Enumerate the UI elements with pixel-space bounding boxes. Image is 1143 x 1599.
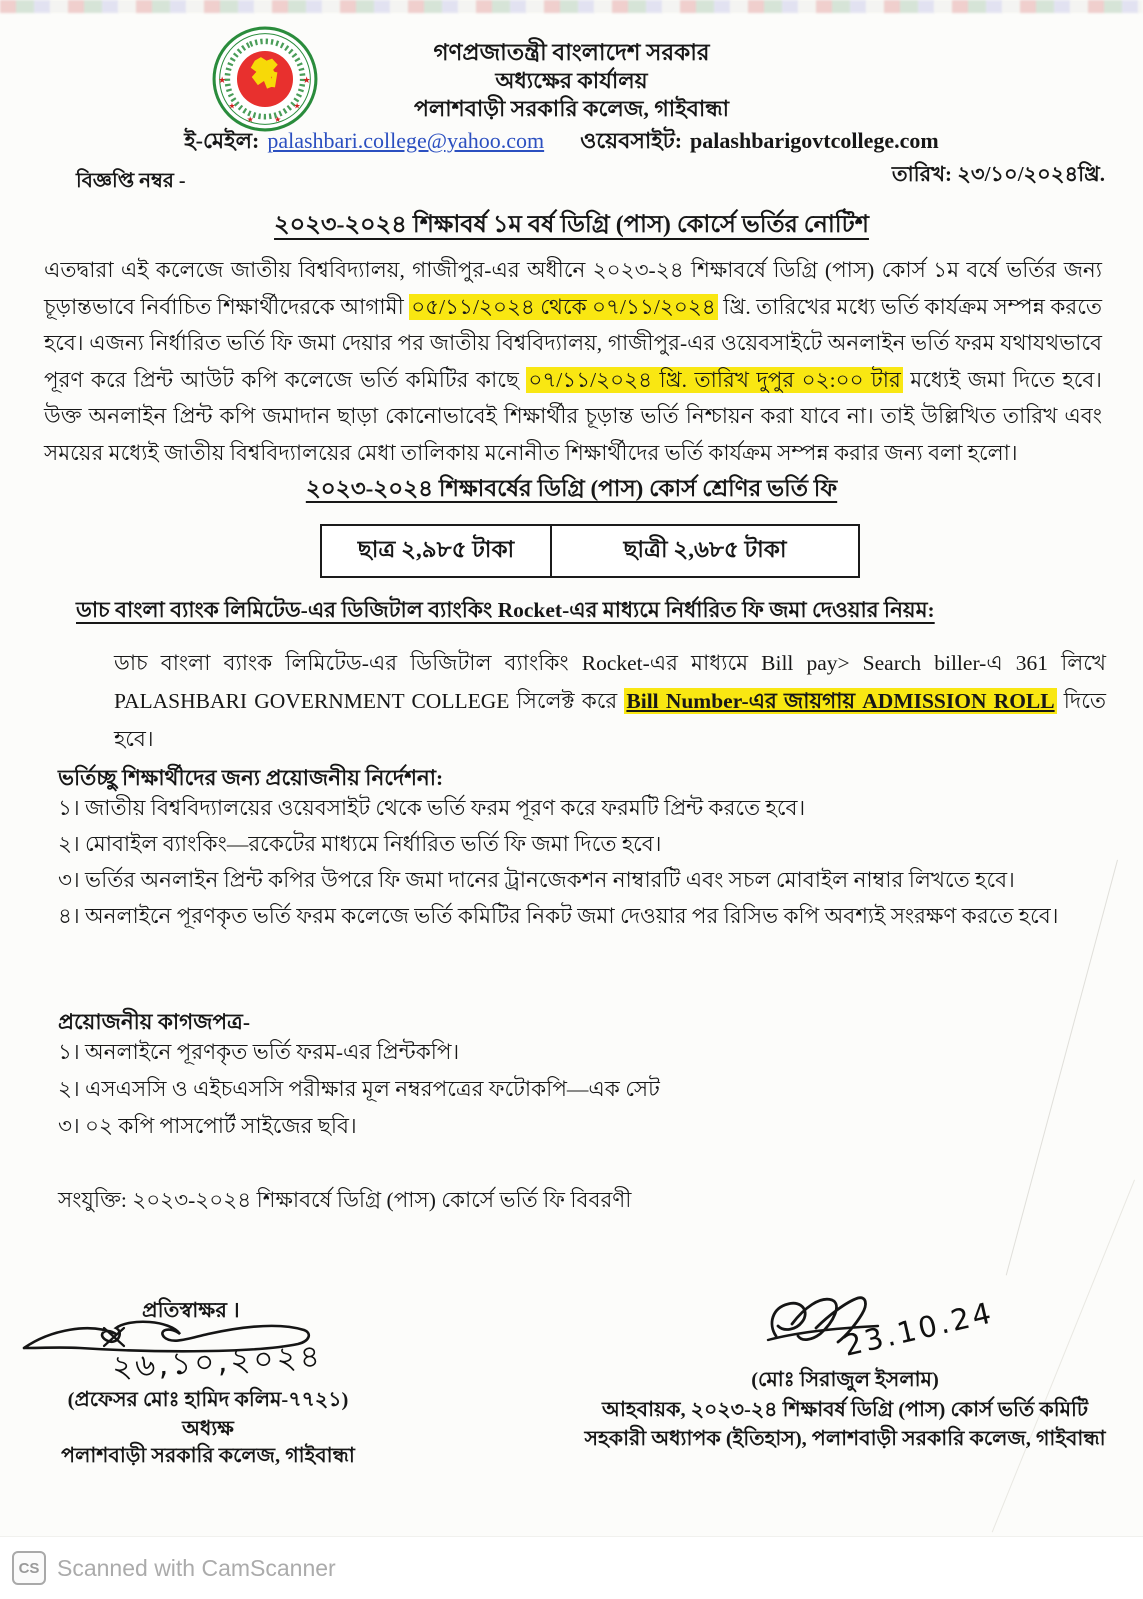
convener-name: (মোঃ সিরাজুল ইসলাম) [751, 1369, 939, 1391]
convener-handwritten-date: 23.10.24 [840, 1295, 998, 1363]
principal-name: (প্রফেসর মোঃ হামিদ কলিম-৭৭২১) [67, 1389, 349, 1411]
memo-number-label: বিজ্ঞপ্তি নম্বর - [76, 170, 186, 192]
body-segment-2: খ্রি. তারিখের মধ্যে ভর্তি কার্যক্রম সম্পন্ন করতে হবে। এজন্য নির্ধারিত ভর্তি ফি জমা দেয়ার পর জাতীয় বিশ্ববিদ্যালয়, গাজীপুর-এর ওয়েবসাইটে অনলাইন ভর্তি ফরম যথাযথভাবে পূরণ করে প্রিন্ট আউট কপি কলেজে ভর্তি কমিটির কাছে [44, 294, 1102, 392]
documents-list [58, 1040, 1108, 1151]
svg-text:★: ★ [246, 114, 254, 124]
document-item-3: ৩। ০২ কপি পাসপোর্ট সাইজের ছবি। [58, 1114, 357, 1138]
convener-title: আহবায়ক, ২০২৩-২৪ শিক্ষাবর্ষ ডিগ্রি (পাস) কোর্স ভর্তি কমিটি [601, 1399, 1088, 1421]
body-segment-1: এতদ্বারা এই কলেজে জাতীয় বিশ্ববিদ্যালয়, গাজীপুর-এর অধীনে ২০২৩-২৪ শিক্ষাবর্ষে ডিগ্রি (পাস) কোর্স ১ম বর্ষে ভর্তির জন্য চূড়ান্তভাবে নির্বাচিত শিক্ষার্থীদেরকে আগামী [44, 258, 1102, 319]
website-label: ওয়েবসাইট: [580, 128, 683, 153]
highlighted-submission-deadline: ০৭/১১/২০২৪ খ্রি. তারিখ দুপুর ০২:০০ টার [528, 367, 901, 392]
svg-text:★: ★ [274, 114, 282, 124]
notice-date: তারিখ: ২৩/১০/২০২৪খ্রি. [891, 162, 1105, 186]
letterhead-college-line: পলাশবাড়ী সরকারি কলেজ, গাইবান্ধা [413, 96, 730, 121]
letterhead-office-line: অধ্যক্ষের কার্যালয় [495, 68, 648, 93]
rocket-segment-2: দিতে হবে। [114, 689, 1106, 751]
documents-heading: প্রয়োজনীয় কাগজপত্র- [58, 1010, 250, 1034]
camscanner-icon: CS [12, 1551, 46, 1585]
fee-table [320, 524, 860, 578]
svg-text:★: ★ [302, 75, 311, 86]
fee-section-heading: ২০২৩-২০২৪ শিক্ষাবর্ষের ডিগ্রি (পাস) কোর্স শ্রেণির ভর্তি ফি [305, 476, 838, 501]
notice-title: ২০২৩-২০২৪ শিক্ষাবর্ষ ১ম বর্ষ ডিগ্রি (পাস) কোর্সে ভর্তির নোটিশ [274, 212, 869, 238]
document-item-2: ২। এসএসসি ও এইচএসসি পরীক্ষার মূল নম্বরপত্রের ফটোকপি—এক সেট [58, 1077, 660, 1101]
body-segment-3: মধ্যেই জমা দিতে হবে। উক্ত অনলাইন প্রিন্ট কপি জমাদান ছাড়া কোনোভাবেই শিক্ষার্থীর চূড়ান্ত ভর্তি নিশ্চায়ন করা যাবে না। তাই উল্লিখিত তারিখ এবং সময়ের মধ্যেই জাতীয় বিশ্ববিদ্যালয়ের মেধা তালিকায় মনোনীত শিক্ষার্থীদের ভর্তি কার্যক্রম সম্পন্ন করার জন্য বলা হলো। [44, 367, 1102, 465]
fee-cell-female-students: ছাত্রী ২,৬৮৫ টাকা [623, 537, 787, 562]
instruction-item-4: ৪। অনলাইনে পূরণকৃত ভর্তি ফরম কলেজে ভর্তি কমিটির নিকট জমা দেওয়ার পর রিসিভ কপি অবশ্যই সংরক্ষণ করতে হবে। [58, 904, 1059, 928]
svg-text:★: ★ [293, 101, 301, 111]
highlighted-admission-window-dates: ০৫/১১/২০২৪ থেকে ০৭/১১/২০২৪ [411, 294, 716, 319]
document-item-1: ১। অনলাইনে পূরণকৃত ভর্তি ফরম-এর প্রিন্টকপি। [58, 1040, 460, 1064]
rocket-payment-paragraph [114, 644, 1106, 758]
instruction-item-2: ২। মোবাইল ব্যাংকিং—রকেটের মাধ্যমে নির্ধারিত ভর্তি ফি জমা দিতে হবে। [58, 832, 662, 856]
principal-handwritten-date: ২৬,১০,২০২৪ [111, 1338, 324, 1386]
letterhead-government-line: গণপ্রজাতন্ত্রী বাংলাদেশ সরকার [433, 40, 710, 65]
instructions-heading: ভর্তিচ্ছু শিক্ষার্থীদের জন্য প্রয়োজনীয় নির্দেশনা: [58, 766, 444, 790]
scan-crease-line-2 [992, 1180, 1135, 1533]
website-pair [580, 124, 939, 161]
notice-body-paragraph [44, 252, 1102, 471]
svg-text:★: ★ [228, 101, 236, 111]
email-link[interactable]: palashbari.college@yahoo.com [267, 128, 545, 153]
convener-designation: সহকারী অধ্যাপক (ইতিহাস), পলাশবাড়ী সরকারি কলেজ, গাইবান্ধা [584, 1428, 1106, 1450]
highlighted-bill-number-instruction: Bill Number-এর জায়গায় ADMISSION ROLL [626, 689, 1055, 713]
contact-row [0, 124, 1123, 161]
principal-college: পলাশবাড়ী সরকারি কলেজ, গাইবান্ধা [61, 1445, 355, 1467]
camscanner-footer-text: Scanned with CamScanner [57, 1554, 336, 1581]
svg-text:★: ★ [218, 75, 227, 86]
fee-cell-male-students: ছাত্র ২,৯৮৫ টাকা [322, 526, 552, 576]
email-label: ই-মেইল: [184, 128, 260, 153]
camscanner-footer [0, 1536, 1143, 1599]
scan-noise-strip [0, 0, 1143, 13]
rocket-segment-1: ডাচ বাংলা ব্যাংক লিমিটেড-এর ডিজিটাল ব্যাংকিং Rocket-এর মাধ্যমে Bill pay> Search biller-এ 361 লিখে PALASHBARI GOVERNMENT COLLEGE সিলেক্ট করে [114, 651, 1106, 713]
instruction-item-3: ৩। ভর্তির অনলাইন প্রিন্ট কপির উপরে ফি জমা দানের ট্রানজেকশন নাম্বারটি এবং সচল মোবাইল নাম্বার লিখতে হবে। [58, 868, 1015, 892]
countersign-label: প্রতিস্বাক্ষর । [142, 1298, 240, 1322]
attachment-line: সংযুক্তি: ২০২৩-২০২৪ শিক্ষাবর্ষে ডিগ্রি (পাস) কোর্সে ভর্তি ফি বিবরণী [58, 1188, 632, 1212]
website-value: palashbarigovtcollege.com [690, 128, 939, 153]
rocket-payment-heading: ডাচ বাংলা ব্যাংক লিমিটেড-এর ডিজিটাল ব্যাংকিং Rocket-এর মাধ্যমে নির্ধারিত ফি জমা দেওয়ার নিয়ম: [76, 598, 935, 622]
instruction-item-1: ১। জাতীয় বিশ্ববিদ্যালয়ের ওয়েবসাইট থেকে ভর্তি ফরম পূরণ করে ফরমটি প্রিন্ট করতে হবে। [58, 796, 806, 820]
instructions-list [58, 796, 1108, 940]
email-pair [184, 124, 544, 161]
principal-title: অধ্যক্ষ [182, 1418, 234, 1440]
